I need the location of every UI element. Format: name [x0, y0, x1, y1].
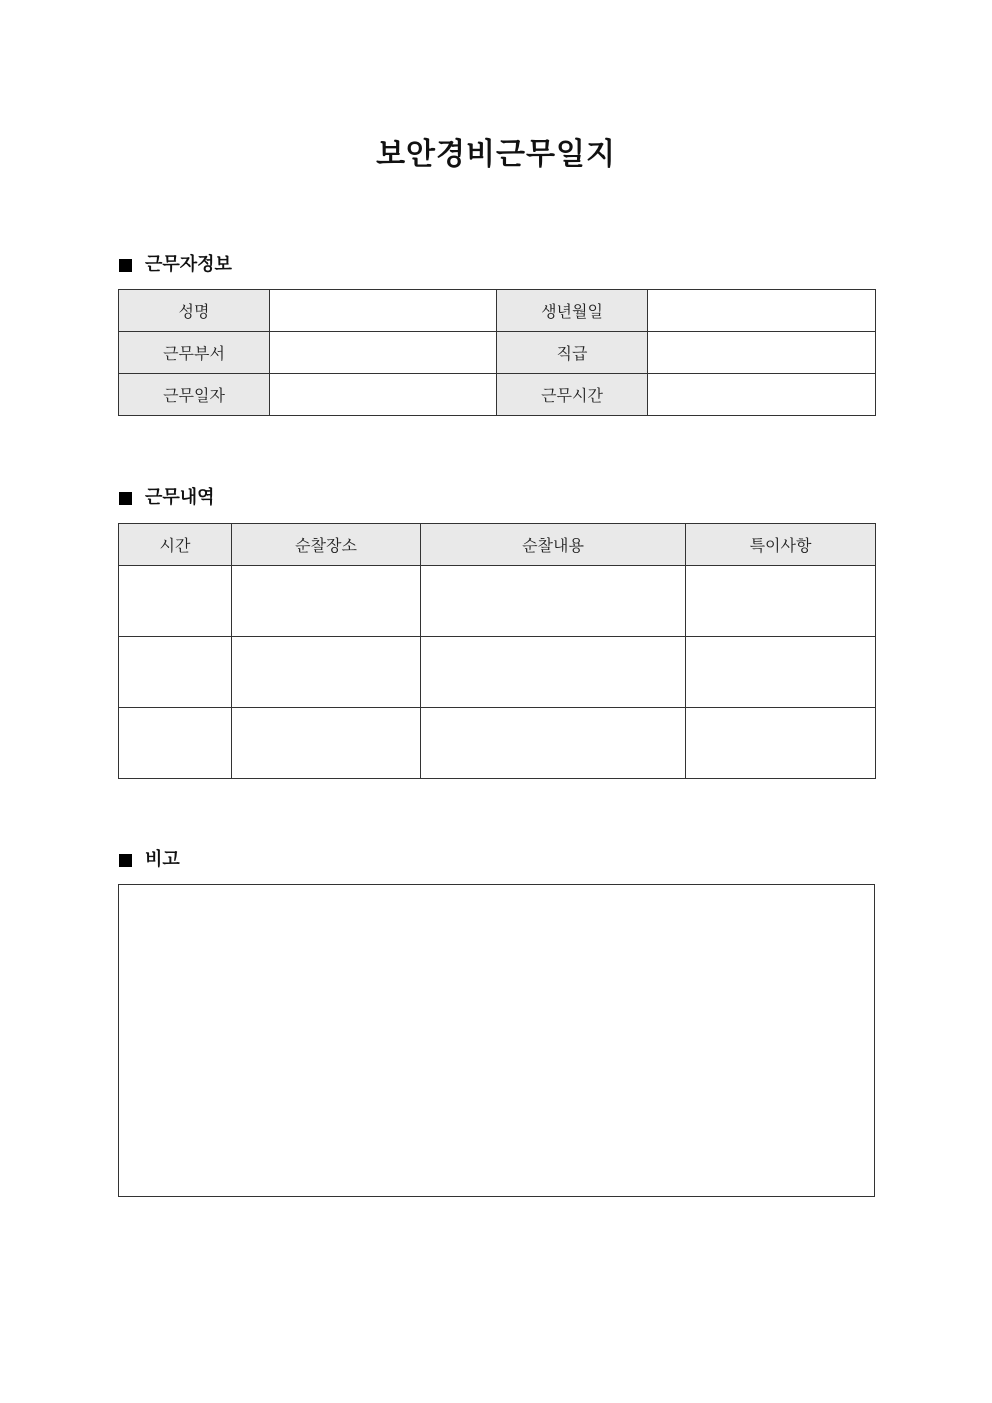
square-bullet-icon: [119, 259, 132, 272]
name-field[interactable]: [270, 290, 497, 332]
birthdate-field[interactable]: [648, 290, 876, 332]
patrol-location-cell[interactable]: [232, 637, 421, 708]
table-row: [119, 566, 876, 637]
table-row: [119, 332, 876, 374]
patrol-details-cell[interactable]: [421, 566, 686, 637]
position-label: 직급: [497, 332, 648, 374]
department-label: 근무부서: [119, 332, 270, 374]
time-cell[interactable]: [119, 708, 232, 779]
table-row: [119, 637, 876, 708]
patrol-details-cell[interactable]: [421, 637, 686, 708]
remarks-box[interactable]: [118, 884, 875, 1197]
column-header-patrol-location: 순찰장소: [232, 524, 421, 566]
work-date-field[interactable]: [270, 374, 497, 416]
table-row: [119, 290, 876, 332]
section-heading-label: 비고: [145, 849, 180, 870]
patrol-location-cell[interactable]: [232, 566, 421, 637]
birthdate-label: 생년월일: [497, 290, 648, 332]
section-heading-worker-info: [119, 253, 232, 277]
work-log-table: [118, 523, 876, 779]
section-heading-label: 근무내역: [145, 487, 215, 508]
notes-cell[interactable]: [686, 637, 876, 708]
time-cell[interactable]: [119, 637, 232, 708]
notes-cell[interactable]: [686, 708, 876, 779]
name-label: 성명: [119, 290, 270, 332]
column-header-patrol-details: 순찰내용: [421, 524, 686, 566]
square-bullet-icon: [119, 854, 132, 867]
column-header-time: 시간: [119, 524, 232, 566]
section-heading-label: 근무자정보: [145, 254, 232, 275]
document-title: 보안경비근무일지: [376, 137, 616, 172]
column-header-notes: 특이사항: [686, 524, 876, 566]
work-date-label: 근무일자: [119, 374, 270, 416]
time-cell[interactable]: [119, 566, 232, 637]
department-field[interactable]: [270, 332, 497, 374]
table-row: [119, 708, 876, 779]
table-header-row: [119, 524, 876, 566]
table-row: [119, 374, 876, 416]
work-hours-field[interactable]: [648, 374, 876, 416]
patrol-location-cell[interactable]: [232, 708, 421, 779]
patrol-details-cell[interactable]: [421, 708, 686, 779]
notes-cell[interactable]: [686, 566, 876, 637]
section-heading-work-log: [119, 486, 215, 510]
square-bullet-icon: [119, 492, 132, 505]
worker-info-table: [118, 289, 876, 416]
position-field[interactable]: [648, 332, 876, 374]
section-heading-remarks: [119, 848, 180, 872]
work-hours-label: 근무시간: [497, 374, 648, 416]
